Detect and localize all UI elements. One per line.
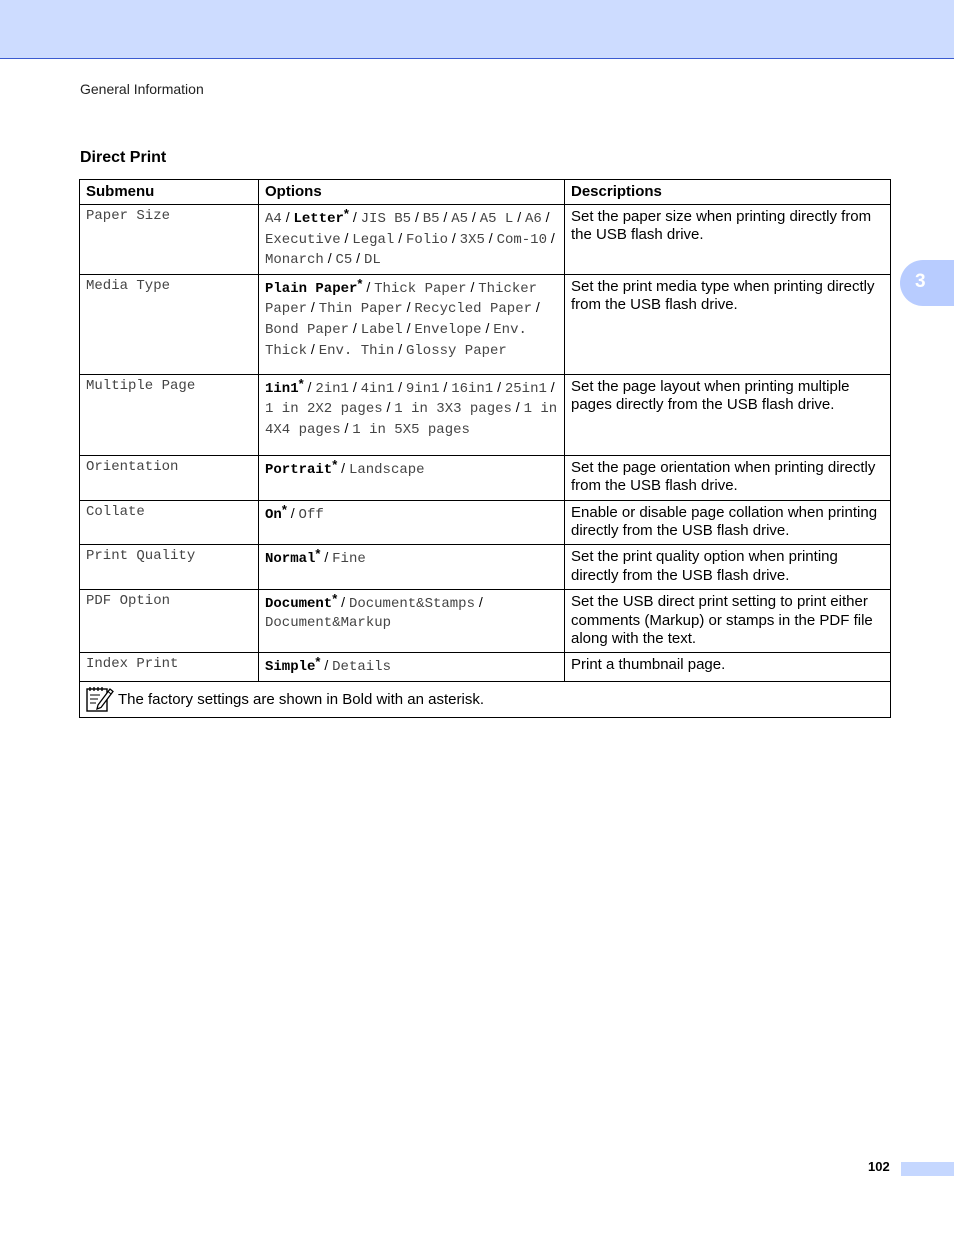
option-separator: / [340, 229, 353, 246]
option: 1 in 5X5 pages [352, 421, 470, 438]
default-asterisk: * [343, 206, 349, 221]
options-cell [259, 545, 565, 590]
option: Thicker Paper [265, 280, 538, 318]
note-row [80, 682, 891, 718]
options-cell [259, 455, 565, 500]
option-separator: / [348, 378, 361, 395]
option: 1 in 2X2 pages [265, 401, 383, 418]
option-separator: / [541, 209, 550, 225]
option-default: Letter [293, 211, 344, 227]
option: DL [363, 252, 381, 269]
option-separator: / [511, 399, 524, 416]
option-separator: / [362, 278, 375, 295]
description-cell: Set the paper size when printing directly from the USB flash drive. [565, 205, 891, 275]
default-asterisk: * [332, 591, 338, 607]
submenu-cell: Multiple Page [80, 374, 259, 455]
option: 4in1 [360, 380, 395, 397]
option-separator: / [323, 250, 336, 267]
option: Fine [332, 551, 366, 568]
section-title: Direct Print [80, 149, 167, 166]
option: 3X5 [459, 231, 485, 248]
table-row [80, 653, 891, 682]
option: Recycled Paper [414, 301, 532, 318]
option: Thin Paper [318, 301, 403, 318]
submenu-cell: PDF Option [80, 590, 259, 653]
page-number-bar [901, 1162, 954, 1176]
option-separator: / [340, 419, 353, 436]
option-separator: / [352, 250, 364, 267]
table-row [80, 500, 891, 545]
option: A5 [451, 211, 469, 227]
description-cell: Set the print quality option when printing directly from the USB flash drive. [565, 545, 891, 590]
option: Legal [352, 231, 395, 248]
option-separator: / [466, 278, 479, 295]
default-asterisk: * [298, 375, 304, 391]
option-default: Document [265, 596, 333, 613]
option-separator: / [382, 399, 395, 416]
description-cell: Enable or disable page collation when printing directly from the USB flash drive. [565, 500, 891, 545]
page-number: 102 [868, 1159, 890, 1174]
option: Document&Stamps [348, 596, 475, 613]
option: Landscape [348, 461, 425, 478]
option: Document&Markup [265, 614, 392, 631]
submenu-cell: Paper Size [80, 205, 259, 275]
option-separator: / [337, 459, 349, 476]
table-row [80, 545, 891, 590]
option-default: Simple [265, 659, 316, 676]
default-asterisk: * [357, 275, 363, 291]
description-cell: Set the page layout when printing multiple pages directly from the USB flash drive. [565, 374, 891, 455]
option-separator: / [349, 319, 361, 336]
option: A6 [524, 211, 542, 227]
option: Envelope [414, 321, 482, 338]
column-header-submenu: Submenu [80, 180, 259, 205]
option-separator: / [411, 209, 423, 225]
top-header-band [0, 0, 954, 59]
option: 9in1 [405, 380, 440, 397]
option-separator: / [402, 299, 415, 316]
option-separator: / [286, 504, 299, 521]
option-separator: / [394, 340, 406, 357]
option-separator: / [546, 378, 555, 395]
description-cell: Set the page orientation when printing directly from the USB flash drive. [565, 455, 891, 500]
option-separator: / [484, 229, 497, 246]
submenu-cell: Collate [80, 500, 259, 545]
option-separator: / [281, 209, 294, 225]
settings-table [79, 179, 891, 718]
option-separator: / [513, 209, 525, 225]
description-cell: Print a thumbnail page. [565, 653, 891, 682]
option-default: Normal [265, 551, 316, 568]
note-pencil-icon [86, 685, 114, 713]
option-separator: / [493, 378, 505, 395]
submenu-cell: Print Quality [80, 545, 259, 590]
column-header-options: Options [259, 180, 565, 205]
description-cell: Set the USB direct print setting to print either comments (Markup) or stamps in the PDF file along with the text. [565, 590, 891, 653]
default-asterisk: * [315, 654, 321, 670]
default-asterisk: * [315, 546, 321, 562]
submenu-cell: Index Print [80, 653, 259, 682]
table-row [80, 374, 891, 455]
option-default: On [265, 506, 282, 523]
option: A4 [265, 211, 282, 227]
options-cell [259, 590, 565, 653]
option: B5 [422, 211, 440, 227]
option-separator: / [474, 594, 483, 611]
option-separator: / [532, 299, 540, 316]
option: JIS B5 [360, 211, 412, 227]
chapter-tab [900, 260, 954, 306]
option-separator: / [439, 209, 452, 225]
submenu-cell: Media Type [80, 274, 259, 374]
option: Details [332, 659, 391, 676]
option-separator: / [337, 594, 349, 611]
options-cell [259, 374, 565, 455]
option-separator: / [394, 229, 406, 246]
option-separator: / [307, 340, 319, 357]
running-header: General Information [80, 81, 204, 97]
option-separator: / [303, 378, 316, 395]
options-cell [259, 205, 565, 275]
option: 25in1 [504, 380, 547, 397]
option: Env. Thin [318, 342, 395, 359]
option: Off [298, 506, 324, 523]
option-default: Portrait [265, 461, 333, 478]
option: Thick Paper [374, 280, 467, 297]
option: Glossy Paper [405, 342, 507, 359]
option-separator: / [402, 319, 415, 336]
option-separator: / [394, 378, 406, 395]
option-separator: / [320, 657, 333, 674]
option: Folio [405, 231, 448, 248]
option-separator: / [439, 378, 452, 395]
table-row [80, 274, 891, 374]
description-cell: Set the print media type when printing directly from the USB flash drive. [565, 274, 891, 374]
option: 1 in 4X4 pages [265, 401, 558, 438]
option-default: Plain Paper [265, 280, 358, 297]
option-separator: / [481, 319, 494, 336]
option: Env. Thick [265, 321, 527, 359]
option: C5 [335, 252, 353, 269]
options-cell [259, 274, 565, 374]
table-row [80, 455, 891, 500]
chapter-number: 3 [915, 271, 926, 292]
option-separator: / [546, 229, 555, 246]
options-cell [259, 653, 565, 682]
option: Executive [265, 231, 341, 248]
table-row [80, 205, 891, 275]
option: 2in1 [315, 380, 349, 397]
default-asterisk: * [332, 456, 338, 472]
options-cell [259, 500, 565, 545]
option: Com-10 [496, 231, 547, 248]
option-separator: / [448, 229, 460, 246]
note-text: The factory settings are shown in Bold with an asterisk. [118, 690, 485, 708]
option-separator: / [348, 209, 361, 225]
option: Monarch [265, 252, 324, 269]
option-default: 1in1 [265, 380, 299, 397]
option-separator: / [320, 549, 333, 566]
option-separator: / [307, 299, 319, 316]
table-row [80, 590, 891, 653]
option: Label [360, 321, 403, 338]
option: A5 L [479, 211, 514, 227]
default-asterisk: * [281, 501, 287, 517]
option: 1 in 3X3 pages [394, 401, 512, 418]
submenu-cell: Orientation [80, 455, 259, 500]
option: 16in1 [451, 380, 494, 397]
table-header-row [80, 180, 891, 205]
note-cell [80, 682, 891, 718]
option: Bond Paper [265, 321, 350, 338]
column-header-descriptions: Descriptions [565, 180, 891, 205]
option-separator: / [468, 209, 480, 225]
